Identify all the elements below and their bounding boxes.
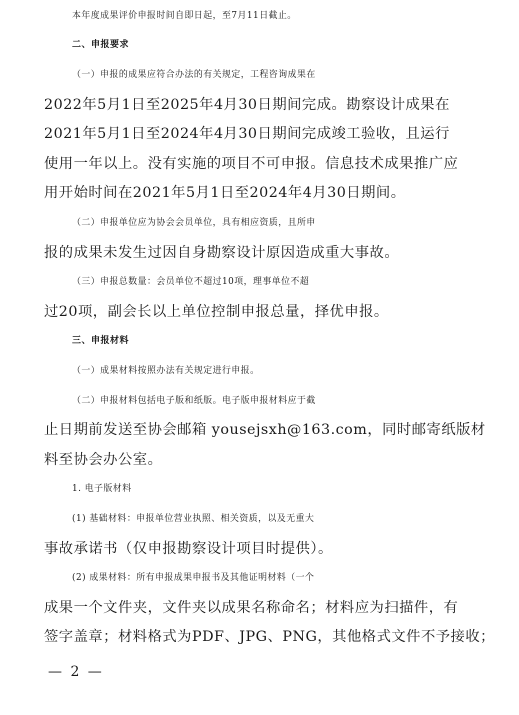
- page-number: — 2 —: [48, 664, 104, 680]
- text-line: 报的成果未发生过因自身勘察设计原因造成重大事故。: [44, 245, 400, 261]
- text-line: 2022年5月1日至2025年4月30日期间完成。勘察设计成果在: [44, 97, 450, 113]
- text-line: 2021年5月1日至2024年4月30日期间完成竣工验收，且运行: [44, 126, 450, 142]
- text-line: （一）申报的成果应符合办法的有关规定，工程咨询成果在: [72, 70, 316, 80]
- text-line: (1) 基础材料：申报单位营业执照、相关资质，以及无重大: [72, 514, 315, 524]
- text-line: 用开始时间在2021年5月1日至2024年4月30日期间。: [44, 185, 406, 201]
- text-line: （一）成果材料按照办法有关规定进行申报。: [72, 366, 260, 376]
- text-line: 料至协会办公室。: [44, 452, 163, 468]
- text-line: （三）申报总数量：会员单位不超过10项，理事单位不超: [72, 277, 310, 287]
- text-line: 使用一年以上。没有实施的项目不可申报。信息技术成果推广应: [44, 156, 459, 172]
- text-line: 成果一个文件夹，文件夹以成果名称命名；材料应为扫描件，有: [44, 600, 459, 616]
- subheading-electronic: 1. 电子版材料: [72, 484, 132, 494]
- text-line: 签字盖章；材料格式为PDF、JPG、PNG，其他格式文件不予接收；: [44, 629, 495, 645]
- text-line-deadline: 本年度成果评价申报时间自即日起，至7月11日截止。: [72, 11, 297, 21]
- text-line-email: 止日期前发送至协会邮箱 yousejsxh@163.com，同时邮寄纸版材: [44, 422, 486, 438]
- section-heading-requirements: 二、申报要求: [72, 40, 130, 50]
- text-line: 过20项，副会长以上单位控制申报总量，择优申报。: [44, 304, 389, 320]
- text-line: 事故承诺书（仅申报勘察设计项目时提供）。: [44, 541, 333, 557]
- text-line: （二）申报单位应为协会会员单位，具有相应资质，且所申: [72, 218, 316, 228]
- section-heading-materials: 三、申报材料: [72, 336, 130, 346]
- text-line: (2) 成果材料：所有申报成果申报书及其他证明材料（一个: [72, 573, 315, 583]
- text-line: （二）申报材料包括电子版和纸版。电子版申报材料应于截: [72, 396, 316, 406]
